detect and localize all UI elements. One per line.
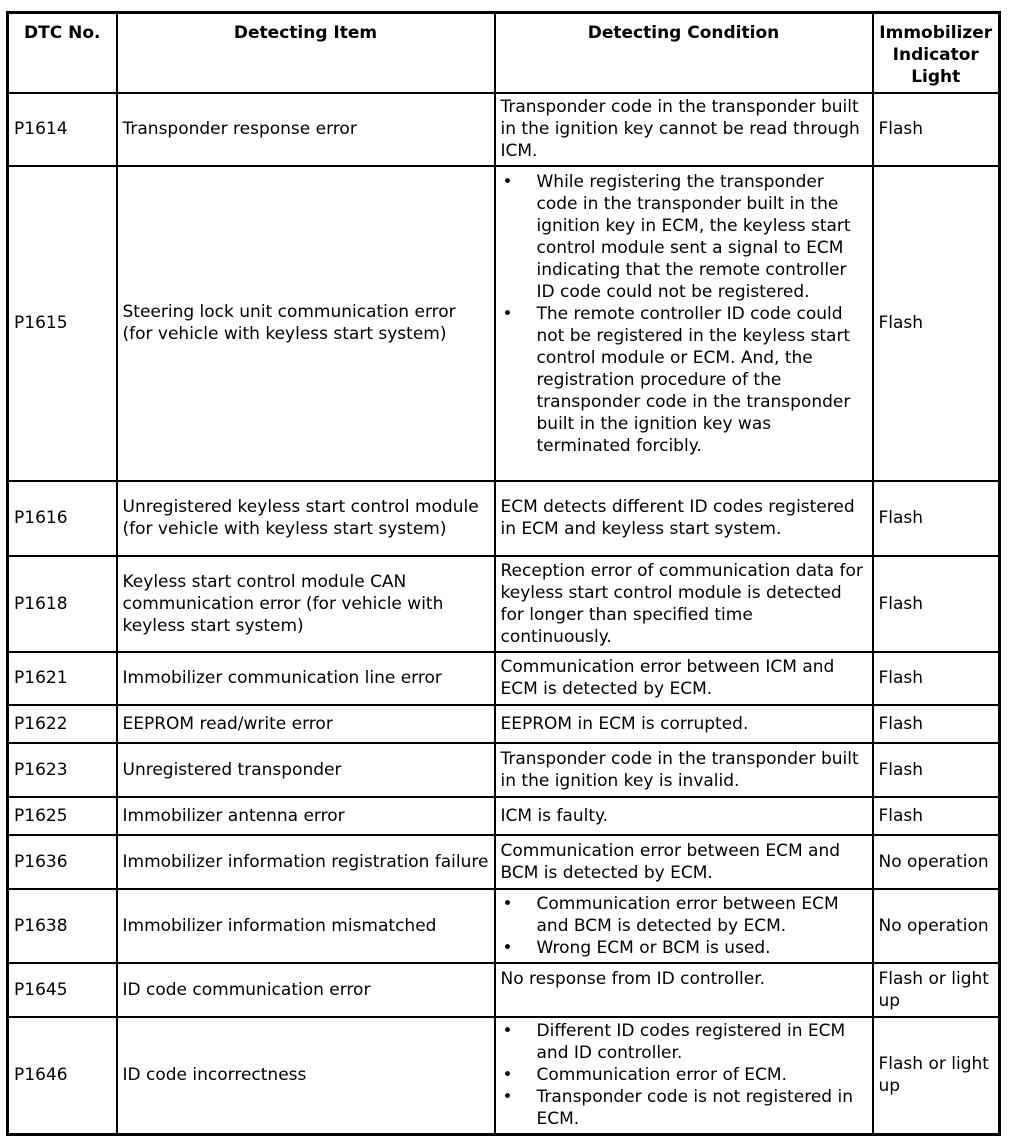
detecting-item: EEPROM read/write error	[117, 705, 495, 743]
detecting-condition	[495, 1017, 873, 1135]
condition-bullet: • While registering the transponder code in the transponder built in the ignition key in ECM, the keyless start control module sent a signal to ECM indicating that the remote controller ID code could not be registered.	[501, 171, 867, 303]
dtc-code: P1621	[8, 652, 117, 705]
condition-bullet: • Different ID codes registered in ECM and ID controller.	[501, 1020, 867, 1064]
indicator-light: Flash or light up	[873, 963, 1000, 1017]
condition-bullet: • Communication error between ECM and BCM is detected by ECM.	[501, 893, 867, 937]
indicator-light: Flash	[873, 93, 1000, 166]
header-dtc-no: DTC No.	[8, 13, 117, 93]
detecting-condition	[495, 166, 873, 481]
table-row	[8, 481, 1000, 556]
detecting-condition: ICM is faulty.	[495, 797, 873, 835]
dtc-code: P1646	[8, 1017, 117, 1135]
detecting-condition: Communication error between ICM and ECM is detected by ECM.	[495, 652, 873, 705]
table-row	[8, 743, 1000, 797]
header-light-line-2: Indicator	[892, 45, 979, 65]
table-row	[8, 166, 1000, 481]
table-row	[8, 963, 1000, 1017]
condition-list	[501, 893, 867, 959]
condition-bullet: • The remote controller ID code could not be registered in the keyless start control module or ECM. And, the registration procedure of the transponder code in the transponder built in the ignition key was terminated forcibly.	[501, 303, 867, 457]
header-indicator-light	[873, 13, 1000, 93]
detecting-condition: Transponder code in the transponder built in the ignition key cannot be read through ICM.	[495, 93, 873, 166]
dtc-code: P1618	[8, 556, 117, 652]
indicator-light: Flash	[873, 652, 1000, 705]
condition-bullet: • Communication error of ECM.	[501, 1064, 867, 1086]
table-header-row	[8, 13, 1000, 93]
condition-bullet: • Transponder code is not registered in ECM.	[501, 1086, 867, 1130]
table-row	[8, 556, 1000, 652]
detecting-item: ID code communication error	[117, 963, 495, 1017]
detecting-item: Unregistered transponder	[117, 743, 495, 797]
header-detecting-condition: Detecting Condition	[495, 13, 873, 93]
indicator-light: Flash	[873, 481, 1000, 556]
detecting-condition: ECM detects different ID codes registered in ECM and keyless start system.	[495, 481, 873, 556]
dtc-code: P1615	[8, 166, 117, 481]
detecting-item: Steering lock unit communication error (for vehicle with keyless start system)	[117, 166, 495, 481]
dtc-code: P1623	[8, 743, 117, 797]
dtc-code: P1616	[8, 481, 117, 556]
table-row	[8, 797, 1000, 835]
dtc-code: P1645	[8, 963, 117, 1017]
indicator-light: Flash	[873, 797, 1000, 835]
dtc-code: P1622	[8, 705, 117, 743]
detecting-item: Immobilizer information mismatched	[117, 889, 495, 963]
table-row	[8, 889, 1000, 963]
header-light-line-3: Light	[911, 67, 961, 87]
table-row	[8, 1017, 1000, 1135]
detecting-condition: Communication error between ECM and BCM is detected by ECM.	[495, 835, 873, 889]
detecting-item: Immobilizer information registration failure	[117, 835, 495, 889]
detecting-condition: Transponder code in the transponder built in the ignition key is invalid.	[495, 743, 873, 797]
detecting-item: Immobilizer antenna error	[117, 797, 495, 835]
indicator-light: Flash or light up	[873, 1017, 1000, 1135]
table-row	[8, 705, 1000, 743]
detecting-item: Transponder response error	[117, 93, 495, 166]
condition-list	[501, 171, 867, 457]
dtc-code: P1636	[8, 835, 117, 889]
dtc-code: P1638	[8, 889, 117, 963]
detecting-item: Keyless start control module CAN communication error (for vehicle with keyless start system)	[117, 556, 495, 652]
indicator-light: Flash	[873, 705, 1000, 743]
dtc-table	[6, 11, 1001, 1136]
detecting-condition: EEPROM in ECM is corrupted.	[495, 705, 873, 743]
indicator-light: No operation	[873, 889, 1000, 963]
header-detecting-item: Detecting Item	[117, 13, 495, 93]
indicator-light: Flash	[873, 166, 1000, 481]
dtc-code: P1625	[8, 797, 117, 835]
detecting-condition	[495, 889, 873, 963]
dtc-code: P1614	[8, 93, 117, 166]
detecting-item: Immobilizer communication line error	[117, 652, 495, 705]
condition-bullet: • Wrong ECM or BCM is used.	[501, 937, 867, 959]
indicator-light: Flash	[873, 743, 1000, 797]
condition-list	[501, 1020, 867, 1130]
table-row	[8, 652, 1000, 705]
indicator-light: No operation	[873, 835, 1000, 889]
indicator-light: Flash	[873, 556, 1000, 652]
table-row	[8, 93, 1000, 166]
detecting-condition: No response from ID controller.	[495, 963, 873, 1017]
table-row	[8, 835, 1000, 889]
detecting-item: Unregistered keyless start control module (for vehicle with keyless start system)	[117, 481, 495, 556]
header-light-line-1: Immobilizer	[879, 23, 993, 43]
detecting-condition: Reception error of communication data for keyless start control module is detected for longer than specified time continuously.	[495, 556, 873, 652]
detecting-item: ID code incorrectness	[117, 1017, 495, 1135]
